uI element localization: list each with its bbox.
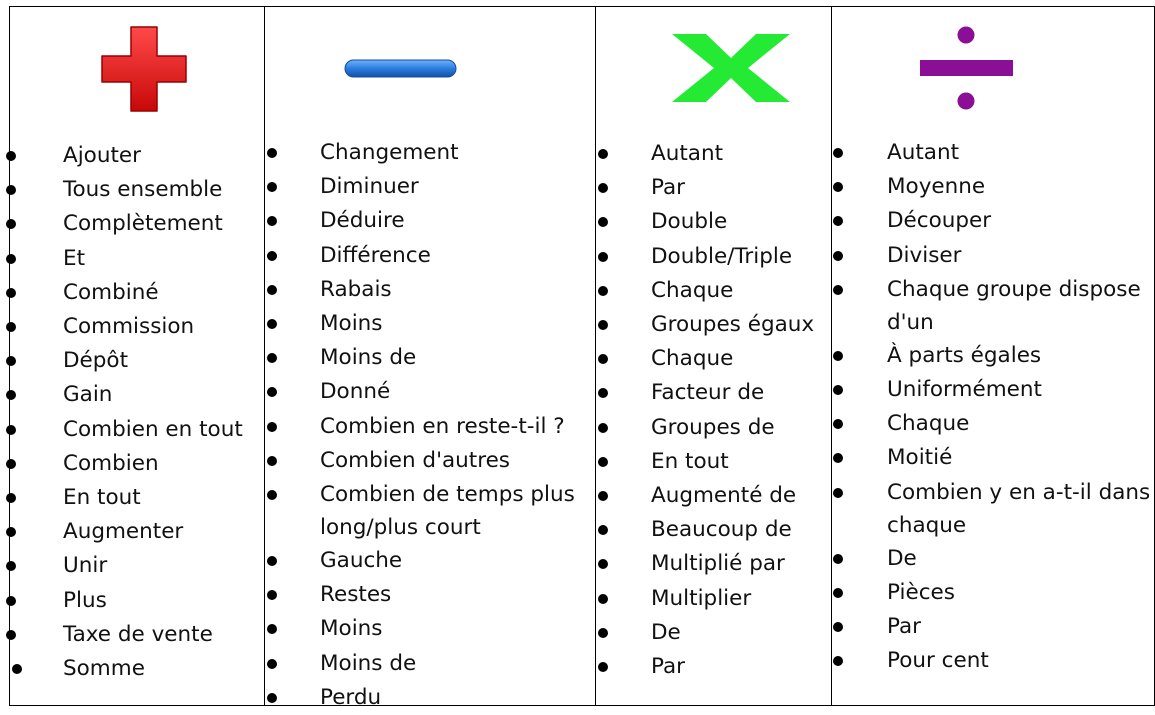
bullet-icon bbox=[6, 151, 16, 161]
bullet-icon bbox=[267, 556, 277, 566]
keyword-text: Moyenne bbox=[887, 174, 986, 200]
keyword-item bbox=[265, 612, 595, 646]
keyword-text: Tous ensemble bbox=[63, 177, 223, 203]
bullet-icon bbox=[833, 588, 843, 598]
bullet-icon bbox=[267, 659, 277, 669]
keyword-item bbox=[832, 239, 1155, 273]
keyword-item bbox=[596, 616, 831, 650]
keyword-text: Découper bbox=[887, 208, 992, 234]
subtraction-keyword-list bbox=[265, 136, 595, 715]
keyword-item bbox=[10, 276, 264, 310]
bullet-icon bbox=[6, 322, 16, 332]
keyword-item bbox=[10, 549, 264, 583]
keyword-text: Diminuer bbox=[320, 174, 419, 200]
keyword-text: Combien d'autres bbox=[320, 447, 511, 473]
bullet-icon bbox=[598, 594, 608, 604]
keyword-item bbox=[265, 341, 595, 375]
keyword-item bbox=[596, 376, 831, 410]
column-division bbox=[832, 7, 1155, 705]
keyword-text: Combien en tout bbox=[63, 416, 243, 442]
keyword-text: Par bbox=[651, 175, 686, 201]
keyword-item bbox=[596, 308, 831, 342]
keyword-text: Combiné bbox=[63, 279, 159, 305]
minus-icon bbox=[344, 58, 458, 80]
keyword-text: Par bbox=[887, 614, 922, 640]
keyword-item bbox=[10, 310, 264, 344]
multiplication-keyword-list bbox=[596, 137, 831, 684]
keyword-item bbox=[265, 544, 595, 578]
keyword-text: À parts égales bbox=[887, 342, 1042, 368]
bullet-icon bbox=[6, 459, 16, 469]
keyword-item bbox=[10, 344, 264, 378]
divide-icon bbox=[919, 26, 1015, 112]
keyword-text: Beaucoup de bbox=[651, 517, 792, 543]
keyword-item bbox=[832, 576, 1155, 610]
keyword-text: Facteur de bbox=[651, 380, 765, 406]
keyword-item bbox=[832, 273, 1155, 339]
keyword-text: Moins bbox=[320, 616, 383, 642]
keyword-item bbox=[596, 411, 831, 445]
keyword-text: Combien bbox=[63, 450, 159, 476]
keyword-item bbox=[265, 410, 595, 444]
keyword-item bbox=[10, 207, 264, 241]
keyword-text: Par bbox=[651, 654, 686, 680]
keyword-item bbox=[265, 478, 595, 544]
keyword-item bbox=[832, 542, 1155, 576]
keyword-text: Combien de temps plus long/plus court bbox=[320, 482, 575, 541]
keyword-item bbox=[832, 339, 1155, 373]
bullet-icon bbox=[267, 422, 277, 432]
keyword-text: Pour cent bbox=[887, 648, 989, 674]
keyword-text: Uniformément bbox=[887, 377, 1042, 403]
keyword-text: Unir bbox=[63, 553, 108, 579]
multiply-icon bbox=[670, 32, 792, 104]
keyword-text: Moitié bbox=[887, 445, 953, 471]
keyword-text: Multiplié par bbox=[651, 551, 785, 577]
column-addition bbox=[10, 7, 265, 705]
keyword-text: Augmenter bbox=[63, 519, 184, 545]
keyword-text: Ajouter bbox=[63, 143, 141, 168]
keyword-item bbox=[10, 139, 264, 173]
keyword-item bbox=[265, 307, 595, 341]
bullet-icon bbox=[598, 320, 608, 330]
keyword-item bbox=[10, 515, 264, 549]
keyword-item bbox=[596, 445, 831, 479]
keyword-text: Moins bbox=[320, 311, 383, 337]
bullet-icon bbox=[6, 493, 16, 503]
bullet-icon bbox=[598, 423, 608, 433]
keyword-item bbox=[10, 584, 264, 618]
keyword-text: Autant bbox=[887, 140, 959, 165]
keyword-text: Chaque groupe dispose d'un bbox=[887, 276, 1141, 335]
keyword-item bbox=[832, 170, 1155, 204]
keyword-text: Combien en reste-t-il ? bbox=[320, 413, 565, 439]
keyword-text: Multiplier bbox=[651, 585, 752, 611]
keyword-item bbox=[832, 136, 1155, 170]
bullet-icon bbox=[267, 251, 277, 261]
bullet-icon bbox=[833, 488, 843, 498]
keyword-item bbox=[832, 610, 1155, 644]
keyword-item bbox=[10, 447, 264, 481]
addition-keyword-list bbox=[10, 139, 264, 686]
bullet-icon bbox=[598, 662, 608, 672]
plus-icon bbox=[99, 24, 189, 114]
keyword-text: En tout bbox=[63, 485, 141, 511]
keyword-item bbox=[596, 342, 831, 376]
keyword-text: Déduire bbox=[320, 208, 405, 234]
keyword-text: Gauche bbox=[320, 548, 403, 574]
keyword-item bbox=[10, 652, 264, 686]
keyword-item bbox=[265, 273, 595, 307]
bullet-icon bbox=[598, 628, 608, 638]
keyword-text: Moins de bbox=[320, 345, 417, 371]
bullet-icon bbox=[598, 149, 608, 159]
column-subtraction bbox=[265, 7, 596, 710]
keyword-item bbox=[596, 479, 831, 513]
keyword-text: En tout bbox=[651, 448, 729, 474]
keyword-item bbox=[832, 441, 1155, 475]
keyword-text: Changement bbox=[320, 140, 459, 165]
keyword-text: Chaque bbox=[651, 277, 734, 303]
keyword-item bbox=[832, 644, 1155, 678]
keyword-text: Et bbox=[63, 245, 86, 271]
bullet-icon bbox=[267, 693, 277, 703]
keyword-item bbox=[10, 242, 264, 276]
bullet-icon bbox=[598, 491, 608, 501]
keyword-text: Combien y en a-t-il dans chaque bbox=[887, 479, 1151, 538]
keyword-text: Pièces bbox=[887, 579, 955, 605]
keyword-text: Chaque bbox=[651, 346, 734, 372]
keyword-text: Dépôt bbox=[63, 348, 129, 374]
bullet-icon bbox=[267, 148, 277, 158]
keyword-text: Groupes de bbox=[651, 414, 775, 440]
keyword-text: Donné bbox=[320, 379, 391, 405]
bullet-icon bbox=[6, 288, 16, 298]
bullet-icon bbox=[833, 251, 843, 261]
keyword-text: Différence bbox=[320, 242, 431, 268]
keyword-item bbox=[265, 444, 595, 478]
keyword-text: De bbox=[651, 619, 681, 645]
keyword-item bbox=[832, 407, 1155, 441]
bullet-icon bbox=[833, 148, 843, 158]
keyword-text: Perdu bbox=[320, 684, 382, 710]
keyword-item bbox=[596, 547, 831, 581]
keyword-item bbox=[265, 204, 595, 238]
keyword-item bbox=[832, 204, 1155, 238]
bullet-icon bbox=[833, 554, 843, 564]
bullet-icon bbox=[598, 252, 608, 262]
bullet-icon bbox=[833, 351, 843, 361]
bullet-icon bbox=[6, 425, 16, 435]
keyword-item bbox=[265, 375, 595, 409]
keyword-item bbox=[10, 378, 264, 412]
keyword-item bbox=[832, 373, 1155, 407]
column-multiplication bbox=[596, 7, 832, 705]
keyword-text: Restes bbox=[320, 582, 392, 608]
bullet-icon bbox=[6, 254, 16, 264]
keyword-text: Somme bbox=[63, 656, 145, 682]
bullet-icon bbox=[12, 664, 22, 674]
keyword-item bbox=[596, 650, 831, 684]
keyword-text: Taxe de vente bbox=[63, 621, 213, 647]
keyword-text: Autant bbox=[651, 141, 723, 166]
keyword-item bbox=[596, 171, 831, 205]
bullet-icon bbox=[598, 286, 608, 296]
keyword-text: Double bbox=[651, 209, 728, 235]
bullet-icon bbox=[598, 457, 608, 467]
keyword-text: Complètement bbox=[63, 211, 223, 237]
keyword-item bbox=[265, 136, 595, 170]
division-keyword-list bbox=[832, 136, 1155, 678]
keyword-text: Double/Triple bbox=[651, 243, 793, 269]
keyword-item bbox=[265, 239, 595, 273]
keyword-item bbox=[265, 170, 595, 204]
operations-keyword-table bbox=[9, 6, 1155, 710]
bullet-icon bbox=[6, 596, 16, 606]
keyword-item bbox=[10, 481, 264, 515]
keyword-item bbox=[265, 578, 595, 612]
keyword-item bbox=[596, 205, 831, 239]
bullet-icon bbox=[267, 456, 277, 466]
bullet-icon bbox=[267, 319, 277, 329]
keyword-item bbox=[10, 173, 264, 207]
keyword-item bbox=[10, 413, 264, 447]
keyword-item bbox=[596, 582, 831, 616]
bullet-icon bbox=[267, 490, 277, 500]
keyword-text: Gain bbox=[63, 382, 113, 408]
keyword-item bbox=[832, 476, 1155, 542]
keyword-text: Moins de bbox=[320, 650, 417, 676]
keyword-text: Groupes égaux bbox=[651, 312, 815, 338]
keyword-text: Commission bbox=[63, 314, 195, 340]
bullet-icon bbox=[6, 630, 16, 640]
keyword-item bbox=[596, 513, 831, 547]
keyword-item bbox=[596, 137, 831, 171]
keyword-text: Augmenté de bbox=[651, 483, 797, 509]
keyword-text: Diviser bbox=[887, 242, 962, 268]
bullet-icon bbox=[833, 622, 843, 632]
keyword-item bbox=[596, 274, 831, 308]
keyword-item bbox=[265, 647, 595, 681]
keyword-item bbox=[596, 240, 831, 274]
keyword-item bbox=[10, 618, 264, 652]
bullet-icon bbox=[833, 285, 843, 295]
keyword-text: De bbox=[887, 545, 917, 571]
keyword-text: Chaque bbox=[887, 411, 970, 437]
keyword-text: Plus bbox=[63, 587, 107, 613]
bullet-icon bbox=[833, 385, 843, 395]
keyword-text: Rabais bbox=[320, 276, 392, 302]
bullet-icon bbox=[267, 285, 277, 295]
